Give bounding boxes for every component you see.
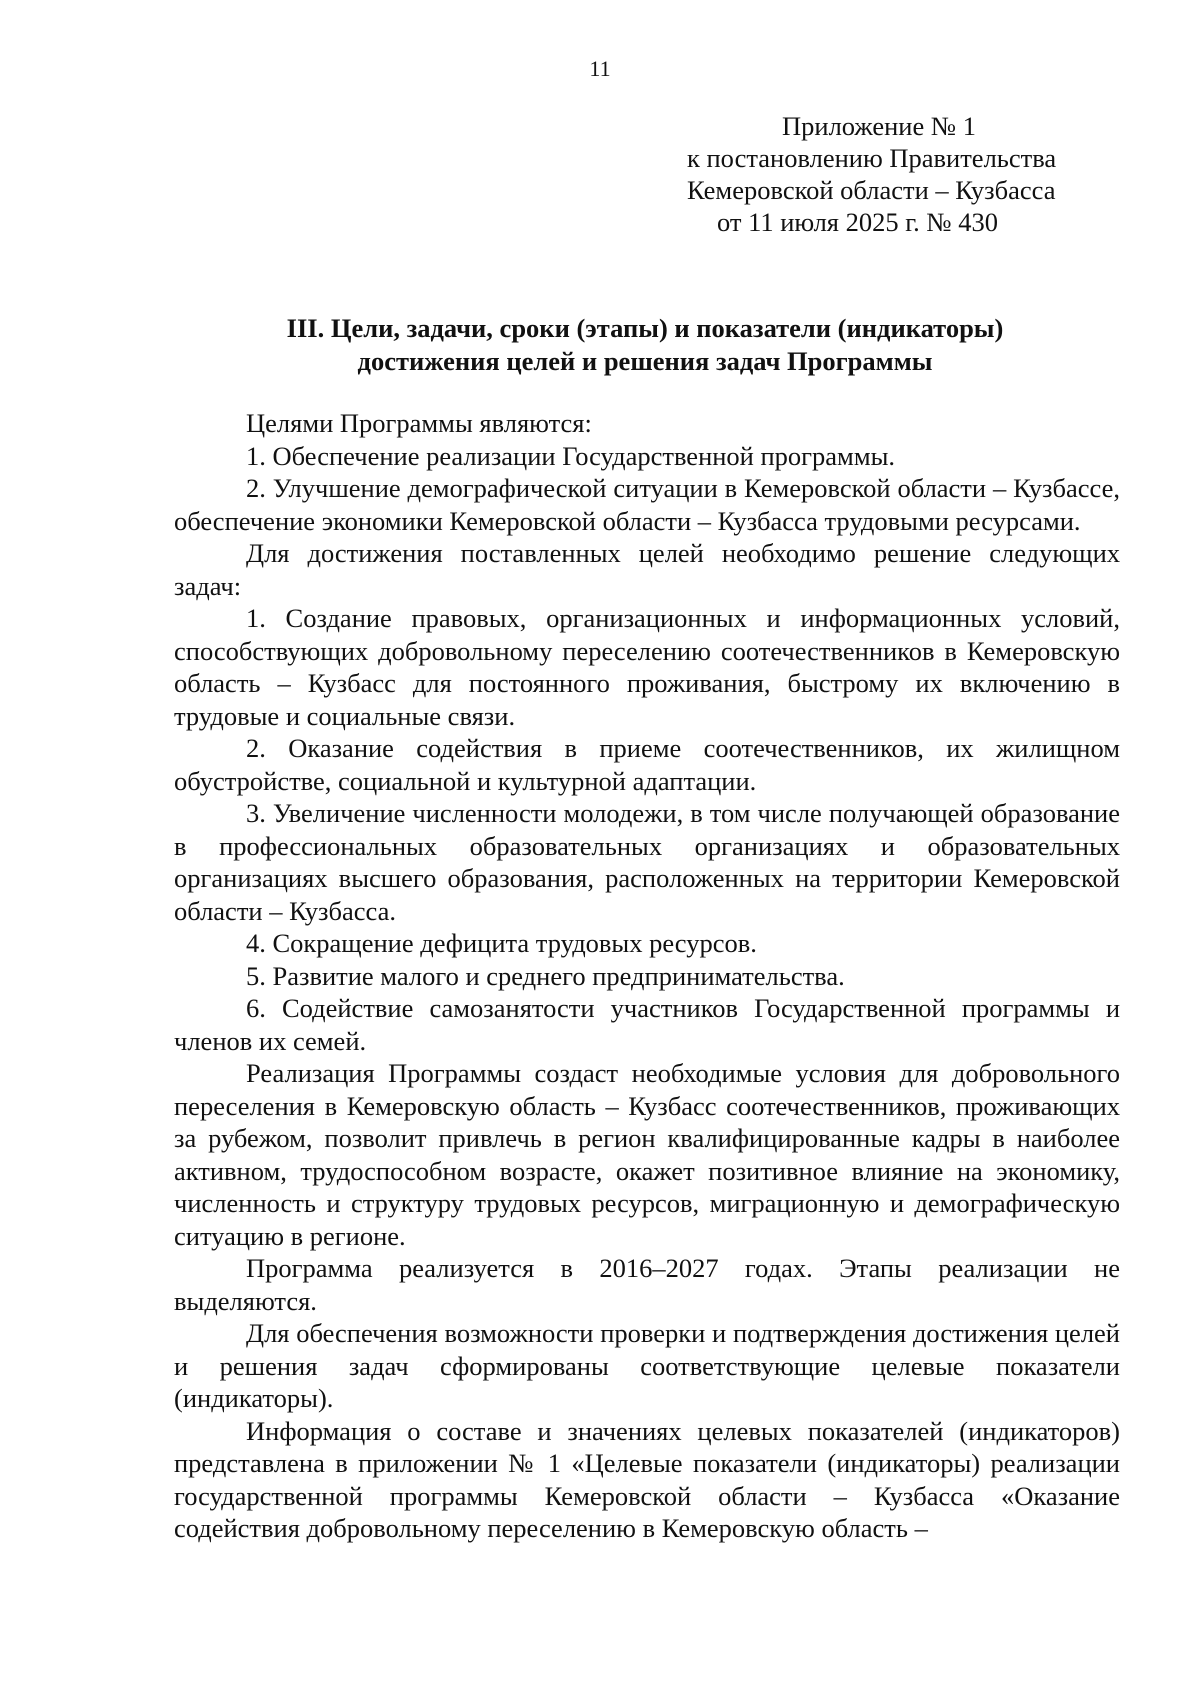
section-title bbox=[175, 312, 1115, 377]
paragraph-implementation-period: Программа реализуется в 2016–2027 годах. Этапы реализации не выделяются. bbox=[174, 1253, 1120, 1316]
paragraph-goals-intro: Целями Программы являются: bbox=[246, 408, 592, 438]
appendix-reference bbox=[655, 110, 1095, 238]
page-number: 11 bbox=[589, 56, 611, 81]
paragraph-task-2: 2. Оказание содействия в приеме соотечественников, их жилищном обустройстве, социальной и культурной адаптации. bbox=[174, 733, 1120, 796]
paragraph-indicators-purpose: Для обеспечения возможности проверки и подтверждения достижения целей и решения задач сформированы соответствующие целевые показатели (индикаторы). bbox=[174, 1318, 1120, 1413]
paragraph-tasks-intro: Для достижения поставленных целей необходимо решение следующих задач: bbox=[174, 538, 1120, 601]
paragraph-task-1: 1. Создание правовых, организационных и информационных условий, способствующих добровольному переселению соотечественников в Кемеровскую область – Кузбасс для постоянного проживания, быстрому их включению в трудовые и социальные связи. bbox=[174, 603, 1120, 731]
paragraph-task-5: 5. Развитие малого и среднего предпринимательства. bbox=[246, 960, 845, 991]
paragraph-task-3: 3. Увеличение численности молодежи, в том числе получающей образование в профессиональных образовательных организациях и образовательных организациях высшего образования, расположенных на территории Кемеровской области – Кузбасса. bbox=[174, 798, 1120, 926]
section-title-line-2: достижения целей и решения задач Программы bbox=[357, 345, 933, 376]
paragraph-task-4: 4. Сокращение дефицита трудовых ресурсов. bbox=[246, 928, 757, 958]
paragraph-goal-1: 1. Обеспечение реализации Государственной программы. bbox=[246, 440, 896, 471]
paragraph-indicators-reference: Информация о составе и значениях целевых показателей (индикаторов) представлена в приложении № 1 «Целевые показатели (индикаторы) реализации государственной программы Кемеровской области – Кузбасса «Оказание содействия добровольному переселению в Кемеровскую область – bbox=[174, 1415, 1120, 1543]
body-text bbox=[174, 407, 1120, 1545]
appendix-date-line: от 11 июля 2025 г. № 430 bbox=[717, 207, 999, 237]
appendix-title: Приложение № 1 bbox=[782, 111, 977, 141]
appendix-region-line: Кемеровской области – Кузбасса bbox=[687, 175, 1056, 205]
paragraph-implementation-effects: Реализация Программы создаст необходимые условия для добровольного переселения в Кемеровскую область – Кузбасс соотечественников, проживающих за рубежом, позволит привлечь в регион квалифицированные кадры в наиболее активном, трудоспособном возрасте, окажет позитивное влияние на экономику, численность и структуру трудовых ресурсов, миграционную и демографическую ситуацию в регионе. bbox=[174, 1058, 1120, 1251]
paragraph-goal-2: 2. Улучшение демографической ситуации в Кемеровской области – Кузбассе, обеспечение экономики Кемеровской области – Кузбасса трудовыми ресурсами. bbox=[174, 473, 1120, 536]
appendix-decree-line: к постановлению Правительства bbox=[687, 143, 1057, 173]
section-title-line-1: III. Цели, задачи, сроки (этапы) и показатели (индикаторы) bbox=[286, 313, 1004, 343]
paragraph-task-6: 6. Содействие самозанятости участников Государственной программы и членов их семей. bbox=[174, 993, 1120, 1056]
